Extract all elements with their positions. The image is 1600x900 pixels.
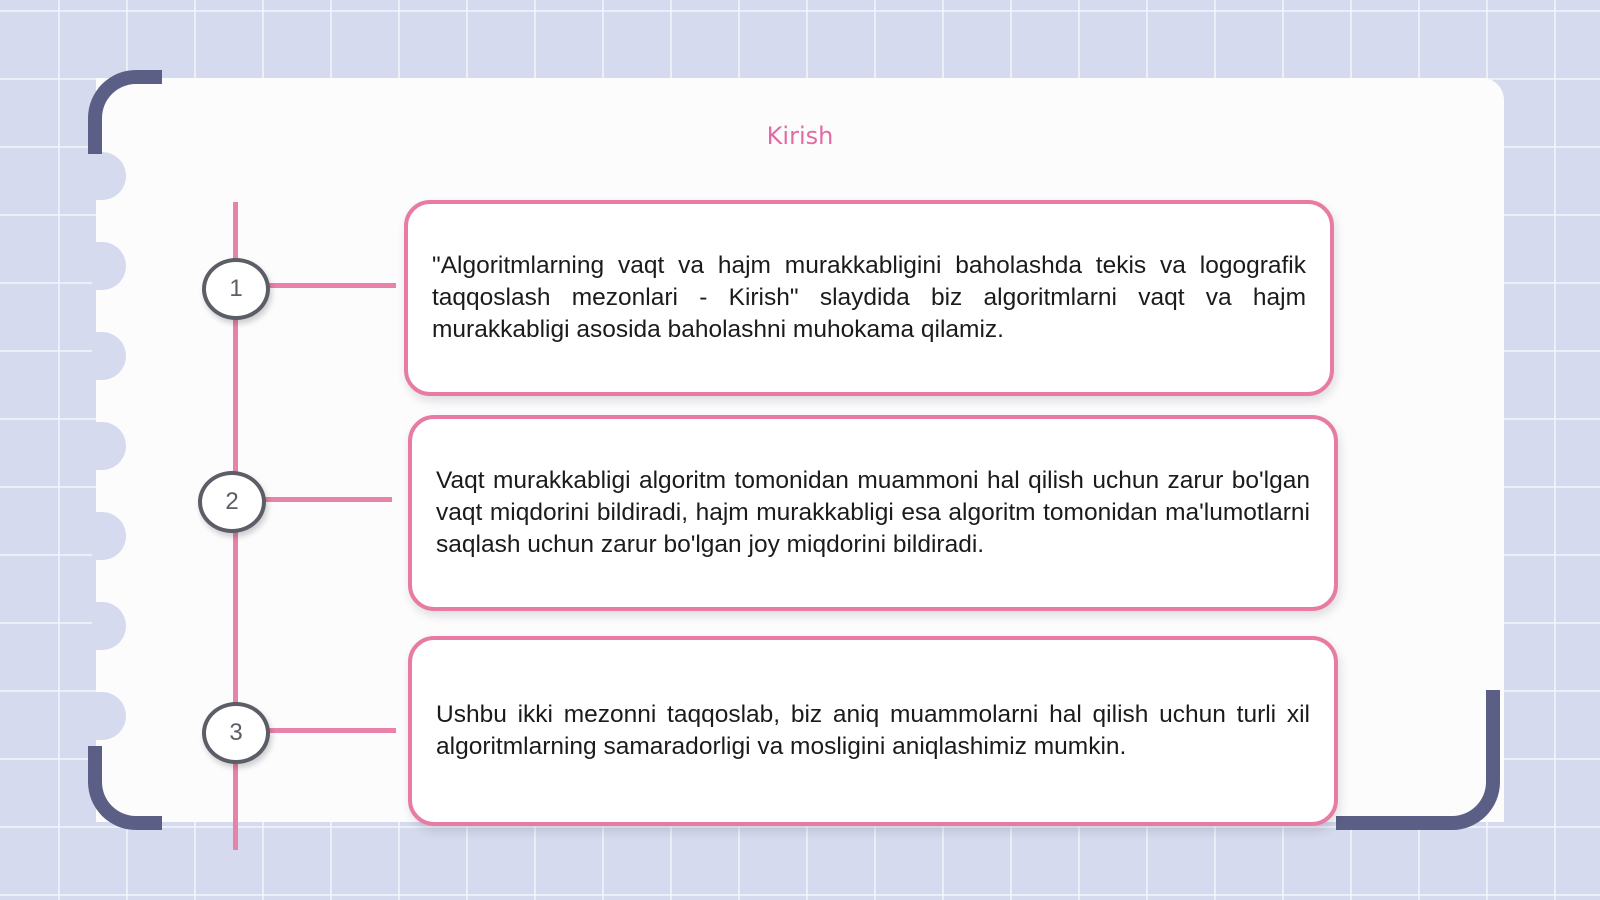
timeline-connector [258, 497, 392, 502]
timeline-connector [262, 728, 396, 733]
content-text-3: Ushbu ikki mezonni taqqoslab, biz aniq muammolarni hal qilish uchun turli xil algoritmlarning samaradorligi va mosligini aniqlashimiz mumkin. [436, 701, 1310, 760]
step-number-2: 2 [198, 471, 266, 533]
content-box-2 [408, 415, 1338, 611]
slide-title: Kirish [766, 122, 834, 150]
content-box-1 [404, 200, 1334, 396]
corner-bracket-bottom-right [1336, 690, 1500, 830]
content-text-2: Vaqt murakkabligi algoritm tomonidan muammoni hal qilish uchun zarur bo'lgan vaqt miqdorini bildiradi, hajm murakkabligi esa algoritm tomonidan ma'lumotlarni saqlash uchun zarur bo'lgan joy miqdorini bildiradi. [436, 467, 1310, 558]
step-number-3: 3 [202, 702, 270, 764]
step-number-1: 1 [202, 258, 270, 320]
content-text-1: "Algoritmlarning vaqt va hajm murakkabligini baholashda tekis va logografik taqqoslash mezonlari - Kirish" slaydida biz algoritmlarni vaqt va hajm murakkabligi asosida baholashni muhokama qilamiz. [432, 252, 1306, 343]
content-box-3 [408, 636, 1338, 826]
timeline-connector [262, 283, 396, 288]
